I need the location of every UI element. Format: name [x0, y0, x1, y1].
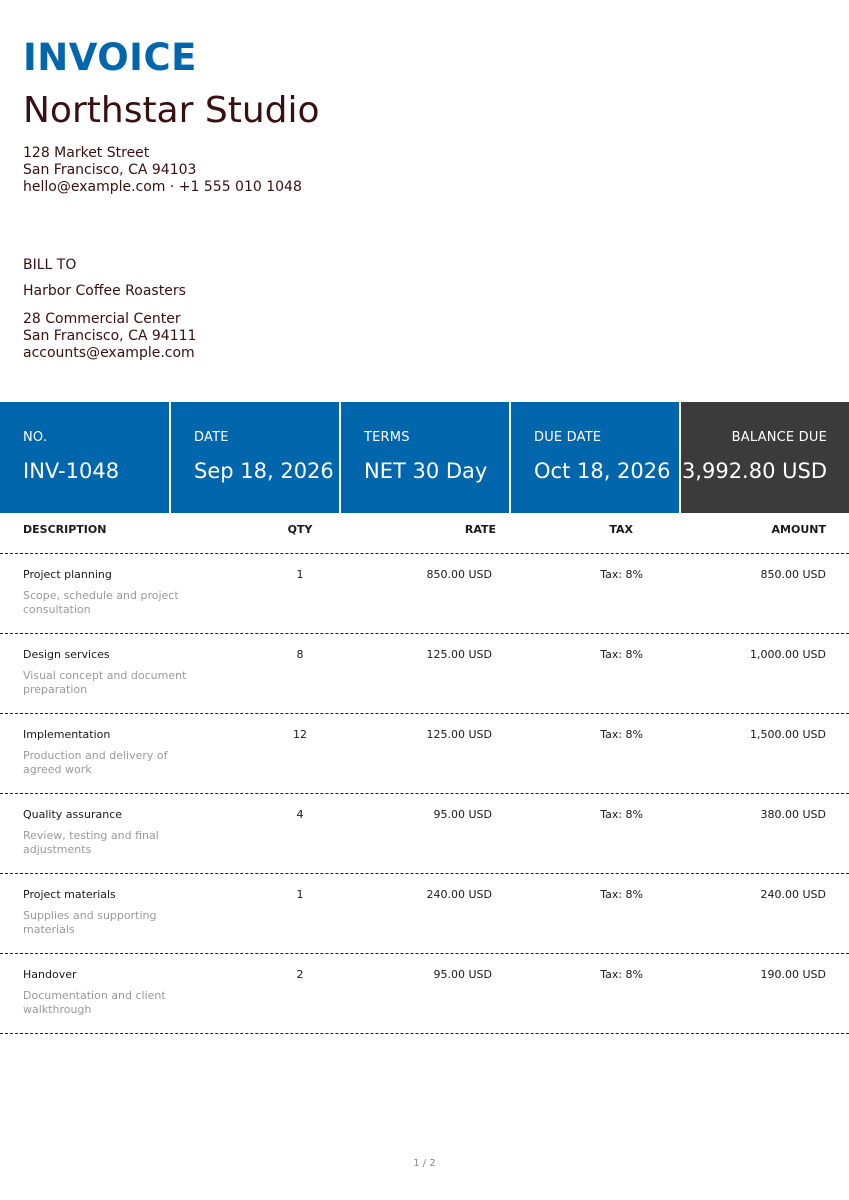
- header-tax: TAX: [609, 523, 633, 536]
- line-items-header: [0, 513, 849, 554]
- item-rate: 95.00 USD: [433, 968, 492, 981]
- company-address-line: 128 Market Street: [23, 145, 150, 161]
- item-rate: 240.00 USD: [426, 888, 492, 901]
- meta-label: DATE: [194, 430, 229, 445]
- item-tax: Tax: 8%: [600, 888, 643, 901]
- table-row: [0, 954, 849, 1034]
- item-amount: 190.00 USD: [760, 968, 826, 981]
- table-row: [0, 554, 849, 634]
- item-description: Documentation and client walkthrough: [23, 989, 166, 1016]
- item-description: Scope, schedule and project consultation: [23, 589, 179, 616]
- item-tax: Tax: 8%: [600, 648, 643, 661]
- item-qty: 8: [296, 648, 304, 661]
- bill-to-address-line: 28 Commercial Center: [23, 311, 181, 327]
- invoice-meta-bar: [0, 402, 849, 513]
- item-name: Design services: [23, 648, 110, 661]
- balance-due-value: 3,992.80 USD: [681, 459, 827, 483]
- item-rate: 125.00 USD: [426, 648, 492, 661]
- meta-due-date: [509, 402, 679, 513]
- meta-invoice-number: [0, 402, 169, 513]
- invoice-title: INVOICE: [23, 36, 197, 79]
- item-qty: 1: [296, 568, 304, 581]
- header-rate: RATE: [464, 523, 496, 536]
- meta-value: Sep 18, 2026: [194, 459, 334, 483]
- meta-value: NET 30 Day: [364, 459, 488, 483]
- bill-to-address-line: San Francisco, CA 94111: [23, 328, 197, 344]
- item-name: Quality assurance: [23, 808, 123, 821]
- bill-to-label: BILL TO: [23, 257, 77, 273]
- company-address-line: San Francisco, CA 94103: [23, 162, 197, 178]
- item-amount: 1,500.00 USD: [750, 728, 826, 741]
- meta-terms: [339, 402, 509, 513]
- item-qty: 1: [296, 888, 304, 901]
- table-row: [0, 794, 849, 874]
- item-tax: Tax: 8%: [600, 728, 643, 741]
- item-qty: 12: [293, 728, 307, 741]
- item-tax: Tax: 8%: [600, 968, 643, 981]
- company-name: Northstar Studio: [23, 90, 320, 131]
- item-name: Handover: [23, 968, 77, 981]
- table-row: [0, 874, 849, 954]
- item-description: Review, testing and final adjustments: [23, 829, 159, 856]
- item-qty: 2: [296, 968, 304, 981]
- item-rate: 95.00 USD: [433, 808, 492, 821]
- item-name: Implementation: [23, 728, 111, 741]
- item-qty: 4: [296, 808, 304, 821]
- item-amount: 240.00 USD: [760, 888, 826, 901]
- bill-to-email: accounts@example.com: [23, 345, 195, 361]
- item-description: Visual concept and document preparation: [23, 669, 187, 696]
- table-row: [0, 714, 849, 794]
- item-amount: 850.00 USD: [760, 568, 826, 581]
- header-description: DESCRIPTION: [23, 523, 107, 536]
- line-items: [0, 554, 849, 1034]
- company-contact-line: hello@example.com · +1 555 010 1048: [23, 179, 302, 195]
- page-number: 1 / 2: [413, 1158, 436, 1169]
- item-rate: 850.00 USD: [426, 568, 492, 581]
- meta-balance-due: [679, 402, 849, 513]
- item-rate: 125.00 USD: [426, 728, 492, 741]
- item-amount: 1,000.00 USD: [750, 648, 826, 661]
- header-amount: AMOUNT: [771, 523, 826, 536]
- bill-to-name: Harbor Coffee Roasters: [23, 283, 186, 299]
- header-qty: QTY: [287, 523, 313, 536]
- meta-date: [169, 402, 339, 513]
- item-description: Production and delivery of agreed work: [23, 749, 168, 776]
- item-amount: 380.00 USD: [760, 808, 826, 821]
- bill-to-address: [23, 311, 196, 362]
- item-tax: Tax: 8%: [600, 568, 643, 581]
- company-address: [23, 145, 302, 196]
- item-name: Project materials: [23, 888, 116, 901]
- meta-label: DUE DATE: [534, 430, 602, 445]
- meta-value: Oct 18, 2026: [534, 459, 671, 483]
- item-tax: Tax: 8%: [600, 808, 643, 821]
- item-name: Project planning: [23, 568, 112, 581]
- meta-label: TERMS: [364, 430, 410, 445]
- meta-label: NO.: [23, 430, 48, 445]
- meta-label: BALANCE DUE: [731, 430, 827, 445]
- meta-value: INV-1048: [23, 459, 120, 483]
- table-row: [0, 634, 849, 714]
- item-description: Supplies and supporting materials: [23, 909, 157, 936]
